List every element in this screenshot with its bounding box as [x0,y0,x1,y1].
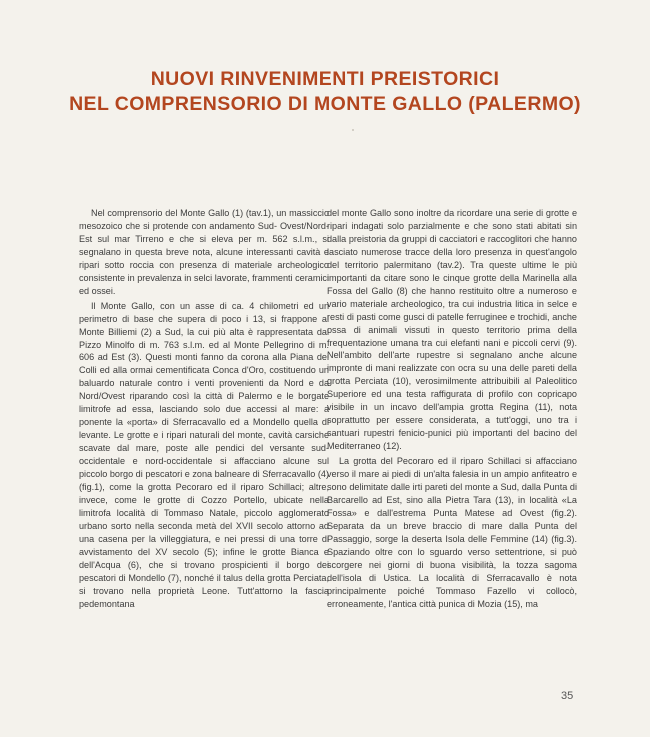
paragraph: La grotta del Pecoraro ed il riparo Schillaci si affacciano verso il mare ai piedi di un'alta falesia in un ampio anfiteatro e sono delimitate dalle irti pareti del monte a Sud, dalla Punta di Barcarello ad Est, sino alla Pietra Tara (13), in località «La Fossa» e dall'estrema Punta Matese ad Ovest (fig.2). Separata da un breve braccio di mare dalla Punta del Passaggio, sorge la deserta Isola delle Femmine (14) (fig.3). Spaziando oltre con lo sguardo verso settentrione, si può scorgere nei giorni di buona visibilità, la tozza sagoma dell'isola di Ustica. La località di Sferracavallo è nota principalmente poiché Tommaso Fazello vi collocò, erroneamente, l'antica città punica di Mozia (15), ma [327,456,577,609]
paragraph: del monte Gallo sono inoltre da ricordare una serie di grotte e ripari indagati solo parzialmente e che sono stati abitati sin dalla preistoria da gruppi di cacciatori e raccoglitori che hanno lasciato numerose tracce della loro presenza in quest'angolo del territorio palermitano (tav.2). Tra queste ultime le più importanti da citare sono le cinque grotte della Marinella alla Fossa del Gallo (8) che hanno restituito oltre a numeroso e vario materiale archeologico, tra cui industria litica in selce e resti di pasti come gusci di patelle ferruginee e trochidi, anche ossa di animali vissuti in questo territorio prima della frequentazione umana tra cui elefanti nani e piccoli cervi (9). Nell'ambito dell'arte rupestre si segnalano anche alcune impronte di mani realizzate con ocra su una delle pareti della grotta Perciata (10), verosimilmente attribuibili al Paleolitico Superiore ed una testa raffigurata di profilo con copricapo visibile in un incavo dell'ampia grotta Regina (11), nota soprattutto per essere considerata, a tutt'oggi, uno tra i santuari rupestri fenicio-punici più importanti del bacino del Mediterraneo (12). [327,208,577,452]
paragraph: Il Monte Gallo, con un asse di ca. 4 chilometri ed un perimetro di base che supera di poco i 13, si frappone al Monte Billiemi (2) a Sud, la cui più alta è rappresentata dal Pizzo Minolfo di m. 763 s.l.m. ed al Monte Pellegrino di m. 606 ad Est (3). Questi monti fanno da corona alla Piana dei Colli ed alla ormai cementificata Conca d'Oro, costituendo un baluardo naturale contro i venti provenienti da Nord e da Nord/Ovest riparando così la città di Palermo e le borgate limitrofe ad essa, lasciando solo due accessi al mare: a ponente la «porta» di Sferracavallo ed a Mondello quella di levante. Le grotte e i ripari naturali del monte, cavità carsiche scavate dal mare, poste alle pendici del versante sud-occidentale e nord-occidentale si affacciano alcune sul piccolo borgo di pescatori e zona balneare di Sferracavallo (4) (fig.1), come la grotta Pecoraro ed il riparo Schillaci; altre, invece, come le grotte di Cozzo Portello, ubicate nella limitrofa località di Tommaso Natale, piccolo agglomerato urbano sorto nella seconda metà del XVII secolo attorno ad una casena per la villeggiatura, e nei pressi di una torre di avvistamento del XV secolo (5); infine le grotte Bianca e dell'Acqua (6), che si trovano prospicienti il borgo dei pescatori di Mondello (7), nonché il talus della grotta Perciata, si trovano nella proprietà Leone. Tutt'attorno la fascia pedemontana [79,300,329,609]
left-text-column [79,207,329,611]
page-number: 35 [561,690,574,702]
right-text-column [327,207,577,611]
paragraph: Nel comprensorio del Monte Gallo (1) (tav.1), un massiccio mesozoico che si protende con andamento Sud- Ovest/Nord-Est sul mar Tirreno e che si eleva per m. 562 s.l.m., si segnalano in questa breve nota, alcune interessanti cavità e ripari sotto roccia con presenza di materiale archeologico consistente in prevalenza in selci lavorate, frammenti ceramici ed ossei. [79,208,329,296]
article-title-line-1: NUOVI RINVENIMENTI PREISTORICI [150,68,500,90]
paper-speck [352,129,354,131]
article-title-line-2: NEL COMPRENSORIO DI MONTE GALLO (PALERMO) [69,93,581,115]
